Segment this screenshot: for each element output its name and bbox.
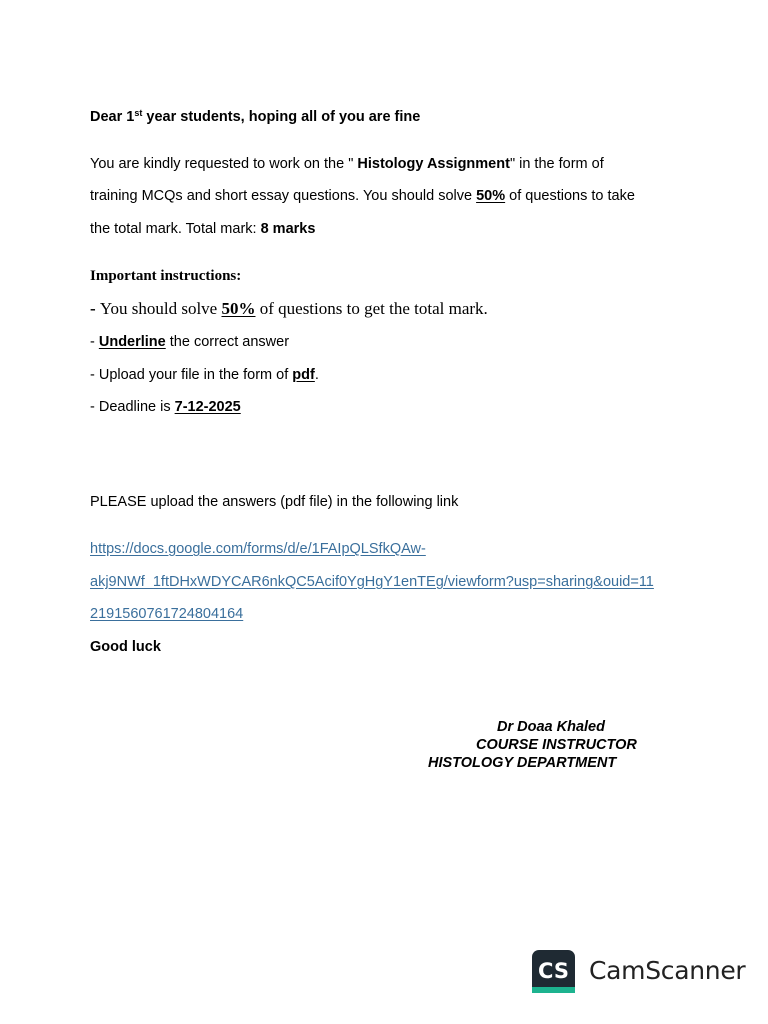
instruction-4 bbox=[90, 400, 241, 415]
upload-text: PLEASE upload the answers (pdf file) in the following link bbox=[90, 494, 459, 510]
greeting bbox=[90, 110, 420, 125]
assignment-name: Histology Assignment bbox=[357, 156, 510, 172]
closing bbox=[90, 640, 161, 655]
closing-text: Good luck bbox=[90, 639, 161, 655]
signature-dept: HISTOLOGY DEPARTMENT bbox=[428, 755, 617, 771]
intro-text: " in the form of bbox=[509, 156, 604, 172]
upload-link-line-2[interactable] bbox=[90, 575, 654, 590]
signature-name: Dr Doaa Khaled bbox=[497, 719, 605, 735]
instruction-percent: 50% bbox=[221, 299, 256, 318]
instruction-2 bbox=[90, 335, 289, 350]
instruction-text: - Upload your file in the form of bbox=[90, 367, 293, 383]
instruction-1 bbox=[90, 300, 488, 317]
intro-text: You are kindly requested to work on the " bbox=[90, 156, 358, 172]
instructions-heading-text: Important instructions: bbox=[90, 268, 242, 284]
instruction-3 bbox=[90, 368, 319, 383]
instruction-text: . bbox=[314, 367, 319, 383]
instruction-text: of questions to get the total mark. bbox=[255, 299, 488, 318]
total-mark: 8 marks bbox=[260, 221, 316, 237]
percent-required: 50% bbox=[476, 188, 506, 204]
intro-line-2 bbox=[90, 189, 635, 204]
intro-text: of questions to take bbox=[505, 188, 635, 204]
deadline-date: 7-12-2025 bbox=[174, 399, 241, 415]
instruction-dash: - bbox=[90, 334, 99, 350]
intro-text: the total mark. Total mark: bbox=[90, 221, 261, 237]
instruction-underline: Underline bbox=[98, 334, 166, 350]
camscanner-logo-icon bbox=[532, 950, 575, 993]
instruction-text: You should solve bbox=[99, 299, 222, 318]
instruction-dash: - bbox=[90, 299, 100, 318]
greeting-prefix: Dear 1 bbox=[90, 109, 135, 125]
upload-link-line-3[interactable] bbox=[90, 607, 243, 622]
instructions-heading bbox=[90, 269, 241, 284]
intro-line-1 bbox=[90, 157, 604, 172]
camscanner-brand: CamScanner bbox=[589, 956, 746, 985]
instruction-text: - Deadline is bbox=[90, 399, 175, 415]
camscanner-logo-text: CS bbox=[538, 959, 569, 983]
instruction-text: the correct answer bbox=[165, 334, 290, 350]
upload-link[interactable]: akj9NWf_1ftDHxWDYCAR6nkQC5Acif0YgHgY1enTEg/viewform?usp=sharing&ouid=11 bbox=[90, 574, 654, 590]
upload-link[interactable]: https://docs.google.com/forms/d/e/1FAIpQLSfkQAw- bbox=[90, 541, 426, 557]
instruction-pdf: pdf bbox=[292, 367, 315, 383]
greeting-rest: year students, hoping all of you are fine bbox=[142, 109, 421, 125]
upload-link[interactable]: 2191560761724804164 bbox=[90, 606, 244, 622]
greeting-sup: st bbox=[134, 108, 143, 118]
intro-line-3 bbox=[90, 222, 315, 237]
intro-text: training MCQs and short essay questions. You should solve bbox=[90, 188, 477, 204]
upload-link-line-1[interactable] bbox=[90, 542, 426, 557]
signature-role: COURSE INSTRUCTOR bbox=[476, 737, 637, 753]
